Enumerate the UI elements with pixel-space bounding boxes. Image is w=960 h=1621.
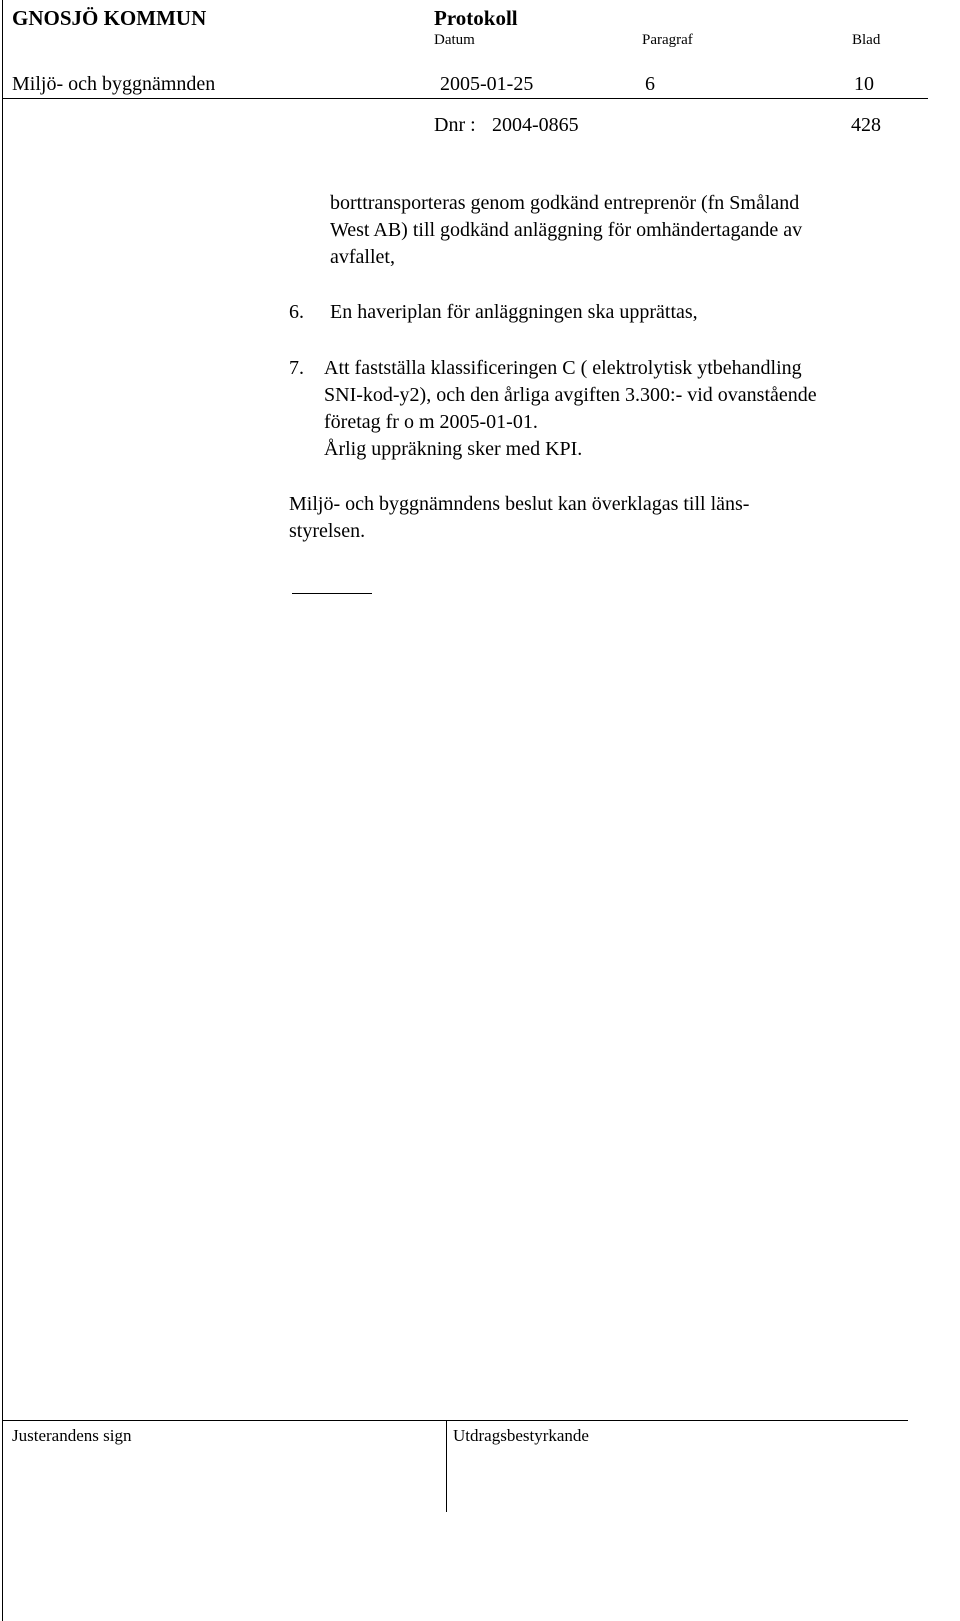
utdragsbestyrkande-label: Utdragsbestyrkande — [453, 1426, 589, 1445]
page-number: 10 — [854, 73, 874, 95]
item6-text: En haveriplan för anläggningen ska upprättas, — [330, 301, 698, 323]
item7-line-1: Att fastställa klassificeringen C ( elektrolytisk ytbehandling — [324, 357, 802, 379]
committee-name: Miljö- och byggnämnden — [12, 73, 216, 95]
end-of-section-rule — [292, 593, 372, 594]
item6-number: 6. — [289, 301, 304, 323]
appeal-line-1: Miljö- och byggnämndens beslut kan överklagas till läns- — [289, 493, 750, 515]
item7-line-2: SNI-kod-y2), och den årliga avgiften 3.300:- vid ovanstående — [324, 384, 817, 406]
paragraph-number: 6 — [645, 73, 655, 95]
appeal-line-2: styrelsen. — [289, 520, 366, 542]
header-rule — [2, 98, 928, 99]
item5-line-3: avfallet, — [330, 246, 395, 268]
justerandens-sign-label: Justerandens sign — [12, 1426, 132, 1445]
dnr-number: 2004-0865 — [492, 114, 579, 136]
item7-line-3: företag fr o m 2005-01-01. — [324, 411, 538, 433]
paragraf-label: Paragraf — [642, 32, 693, 48]
item5-line-2: West AB) till godkänd anläggning för omhändertagande av — [330, 219, 803, 241]
footer-divider — [446, 1420, 447, 1512]
blad-label: Blad — [852, 32, 881, 48]
dnr-code: 428 — [851, 114, 881, 136]
footer-rule — [2, 1420, 908, 1421]
datum-label: Datum — [434, 32, 475, 48]
item5-line-1: borttransporteras genom godkänd entreprenör (fn Småland — [330, 192, 800, 214]
item7-number: 7. — [289, 357, 304, 379]
document-type: Protokoll — [434, 6, 518, 30]
meeting-date: 2005-01-25 — [440, 73, 534, 95]
organization-name: GNOSJÖ KOMMUN — [12, 6, 207, 30]
item7-line-4: Årlig uppräkning sker med KPI. — [324, 438, 583, 460]
dnr-label: Dnr : — [434, 114, 476, 136]
left-margin-rule — [2, 0, 3, 1621]
